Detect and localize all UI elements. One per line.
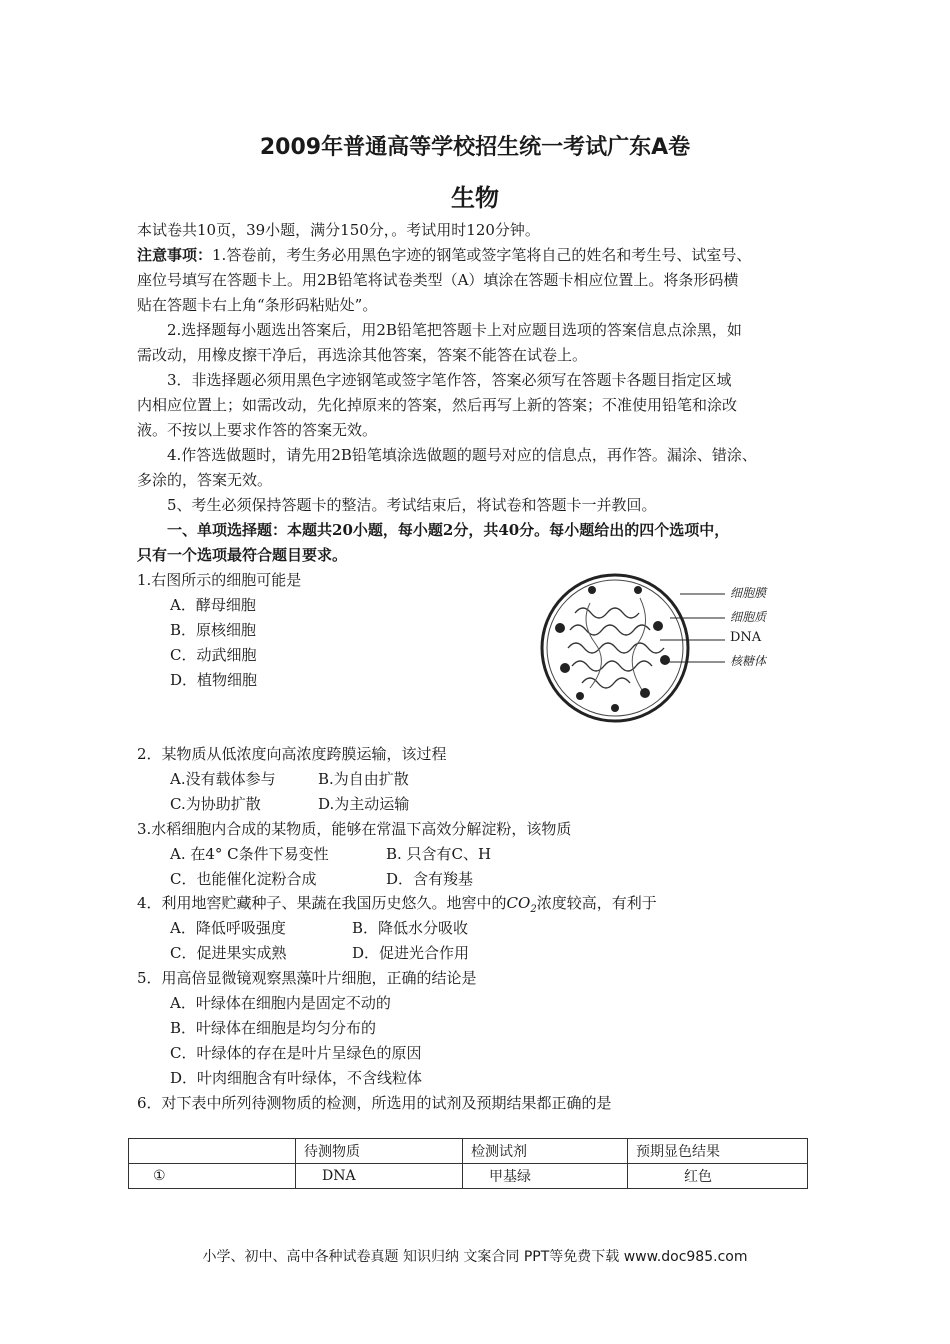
q1-option-c: C．动武细胞 <box>170 646 257 664</box>
q1-option-b: B．原核细胞 <box>170 621 257 639</box>
table-header-row <box>129 1139 808 1164</box>
q3-stem: 3.水稻细胞内合成的某物质，能够在常温下高效分解淀粉，该物质 <box>137 820 572 838</box>
q4-option-c: C．促进果实成熟 <box>170 944 287 962</box>
q2-option-a: A.没有载体参与 <box>170 770 276 788</box>
q5-option-a: A．叶绿体在细胞内是固定不动的 <box>170 994 391 1012</box>
note-5: 5、考生必须保持答题卡的整洁。考试结束后，将试卷和答题卡一并教回。 <box>167 496 657 514</box>
q5-option-d: D．叶肉细胞含有叶绿体，不含线粒体 <box>170 1069 423 1087</box>
table-row <box>129 1164 808 1189</box>
cell-diagram <box>520 568 810 728</box>
q4-option-a: A．降低呼吸强度 <box>170 919 286 937</box>
table-header-cell: 检测试剂 <box>463 1139 628 1164</box>
co2-formula <box>506 894 537 915</box>
note-4-line-1: 4.作答选做题时，请先用2B铅笔填涂选做题的题号对应的信息点，再作答。漏涂、错涂、 <box>167 446 757 464</box>
intro-text: 本试卷共10页，39小题，满分150分，。考试用时120分钟。 <box>137 221 540 239</box>
table-cell: 甲基绿 <box>463 1164 628 1189</box>
note-1-line-2: 座位号填写在答题卡上。用2B铅笔将试卷类型（A）填涂在答题卡相应位置上。将条形码横 <box>137 271 739 289</box>
subject-title: 生物 <box>451 184 499 212</box>
note-2-line-2: 需改动，用橡皮擦干净后，再选涂其他答案，答案不能答在试卷上。 <box>137 346 588 364</box>
q2-stem: 2．某物质从低浓度向高浓度跨膜运输，该过程 <box>137 745 447 763</box>
q1-option-a: A．酵母细胞 <box>170 596 256 614</box>
q1-option-d: D．植物细胞 <box>170 671 258 689</box>
footer-text: 小学、初中、高中各种试卷真题 知识归纳 文案合同 PPT等免费下载 www.doc985.com <box>202 1249 748 1265</box>
q6-stem: 6．对下表中所列待测物质的检测，所选用的试剂及预期结果都正确的是 <box>137 1094 612 1112</box>
exam-title: 2009年普通高等学校招生统一考试广东A卷 <box>259 135 691 160</box>
note-3-line-1: 3．非选择题必须用黑色字迹钢笔或签字笔作答，答案必须写在答题卡各题目指定区域 <box>167 371 732 389</box>
table-cell: DNA <box>296 1164 463 1189</box>
q4-option-d: D．促进光合作用 <box>352 944 470 962</box>
q4-stem-pre: 4．利用地窖贮藏种子、果蔬在我国历史悠久。地窖中的 <box>137 894 507 912</box>
q3-option-b: B. 只含有C、H <box>386 845 492 863</box>
q5-option-c: C．叶绿体的存在是叶片呈绿色的原因 <box>170 1044 422 1062</box>
q4-stem-post: 浓度较高，有利于 <box>536 894 657 912</box>
co2-formula-sub: 2 <box>530 904 537 915</box>
section-heading-line-2: 只有一个选项最符合题目要求。 <box>137 546 348 564</box>
table-header-cell <box>129 1139 296 1164</box>
note-3-line-2: 内相应位置上；如需改动，先化掉原来的答案，然后再写上新的答案；不准使用铅笔和涂改 <box>137 396 738 414</box>
table-header-cell: 预期显色结果 <box>628 1139 808 1164</box>
q2-option-c: C.为协助扩散 <box>170 795 261 813</box>
table-cell: 红色 <box>628 1164 808 1189</box>
q5-option-b: B．叶绿体在细胞是均匀分布的 <box>170 1019 377 1037</box>
note-1-line-3: 贴在答题卡右上角“条形码粘贴处”。 <box>137 296 378 314</box>
reagent-table <box>128 1138 808 1189</box>
note-4-line-2: 多涂的，答案无效。 <box>137 471 273 489</box>
q1-stem: 1.右图所示的细胞可能是 <box>137 571 302 589</box>
note-1-line-1 <box>137 243 751 267</box>
notes-label: 注意事项： <box>137 246 213 264</box>
section-heading-line-1: 一、单项选择题：本题共20小题，每小题2分，共40分。每小题给出的四个选项中， <box>167 521 730 539</box>
note-1-text: 1.答卷前，考生务必用黑色字迹的钢笔或签字笔将自己的姓名和考生号、试室号、 <box>212 246 752 264</box>
co2-formula-main: CO <box>506 894 531 912</box>
label-dna: DNA <box>730 630 762 645</box>
q2-option-d: D.为主动运输 <box>318 795 410 813</box>
note-2-line-1: 2.选择题每小题选出答案后，用2B铅笔把答题卡上对应题目选项的答案信息点涂黑，如 <box>167 321 742 339</box>
q5-stem: 5．用高倍显微镜观察黑藻叶片细胞，正确的结论是 <box>137 969 477 987</box>
q3-option-d: D．含有羧基 <box>386 870 474 888</box>
label-ribosome: 核糖体 <box>730 654 767 668</box>
q4-option-b: B．降低水分吸收 <box>352 919 469 937</box>
cell-diagram-svg <box>520 568 810 728</box>
q3-option-c: C．也能催化淀粉合成 <box>170 870 317 888</box>
note-3-line-3: 液。不按以上要求作答的答案无效。 <box>137 421 378 439</box>
label-cell-membrane: 细胞膜 <box>730 586 767 600</box>
table-header-cell: 待测物质 <box>296 1139 463 1164</box>
table-cell: ① <box>129 1164 296 1189</box>
q3-option-a: A. 在4° C条件下易变性 <box>170 845 329 863</box>
q2-option-b: B.为自由扩散 <box>318 770 409 788</box>
label-cytoplasm: 细胞质 <box>730 610 767 624</box>
